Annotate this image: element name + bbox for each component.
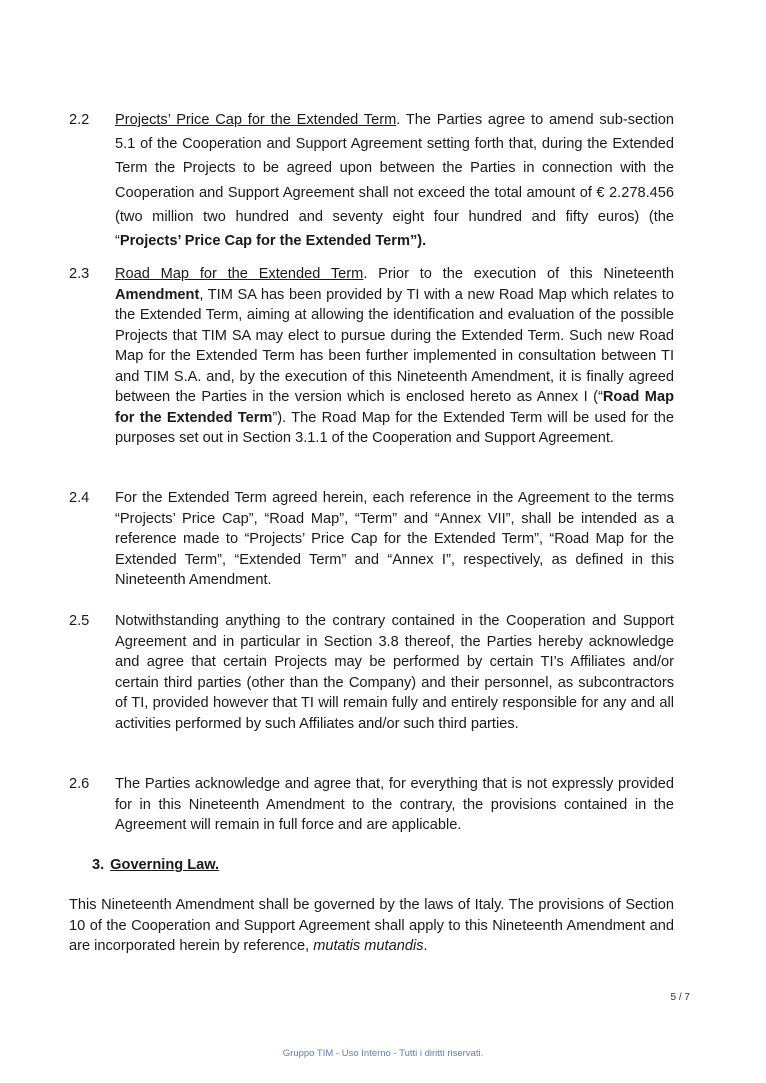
clause-defined-term: Amendment bbox=[115, 286, 200, 303]
section-title: Governing Law. bbox=[110, 857, 220, 873]
clause-body: The Parties acknowledge and agree that, for everything that is not expressly provided for in this Nineteenth Amendment to the contrary, the provisions contained in the Agreement will remain in full force and are applicable. bbox=[115, 776, 674, 833]
clause-body bbox=[115, 108, 674, 253]
governing-law-paragraph: This Nineteenth Amendment shall be governed by the laws of Italy. The provisions of Section 10 of the Cooperation and Support Agreement shall apply to this Nineteenth Amendment and are incorporated herein by reference, mutatis mutandis. bbox=[69, 897, 674, 954]
clause-number: 2.2 bbox=[69, 112, 90, 128]
section-number: 3. bbox=[92, 857, 105, 873]
clause-number: 2.5 bbox=[69, 613, 90, 629]
footer-classification: Gruppo TIM - Uso Interno - Tutti i diritti riservati. bbox=[282, 1048, 484, 1059]
clause-body: Notwithstanding anything to the contrary contained in the Cooperation and Support Agreement and in particular in Section 3.8 thereof, the Parties hereby acknowledge and agree that certain Projects may be performed by certain TI’s Affiliates and/or certain third parties (other than the Company) and their personnel, as subcontractors of TI, provided however that TI will remain fully and entirely responsible for any and all activities performed by such Affiliates and/or such third parties. bbox=[115, 613, 674, 732]
page-number: 5 / 7 bbox=[670, 992, 690, 1003]
latin-phrase: mutatis mutandis bbox=[313, 938, 424, 954]
clause-body: Road Map for the Extended Term. Prior to the execution of this Nineteenth Amendment, TIM SA has been provided by TI with a new Road Map which relates to the Extended Term, aiming at allowing the identification and evaluation of the possible Projects that TIM SA may elect to pursue during the Extended Term. Such new Road Map for the Extended Term has been further implemented in consultation between TI and TIM S.A. and, by the execution of this Nineteenth Amendment, it is finally agreed between the Parties in the version which is enclosed hereto as Annex I (“Road Map for the Extended Term”). The Road Map for the Extended Term will be used for the purposes set out in Section 3.1.1 of the Cooperation and Support Agreement. bbox=[115, 266, 675, 446]
clause-number: 2.3 bbox=[69, 266, 90, 282]
clause-defined-term: Projects’ Price Cap for the Extended Term”). bbox=[119, 233, 427, 250]
clause-body: For the Extended Term agreed herein, each reference in the Agreement to the terms “Projects’ Price Cap”, “Road Map”, “Term” and “Annex VII”, shall be intended as a reference made to “Projects’ Price Cap for the Extended Term”, “Road Map for the Extended Term”, “Extended Term” and “Annex I”, respectively, as defined in this Nineteenth Amendment. bbox=[115, 490, 674, 588]
clause-title: Projects’ Price Cap for the Extended Term bbox=[115, 112, 397, 128]
clause-defined-term: Road Map for the Extended Term bbox=[115, 389, 674, 426]
clause-number: 2.4 bbox=[69, 490, 90, 506]
clause-title: Road Map for the Extended Term bbox=[115, 266, 364, 282]
section-heading bbox=[92, 855, 219, 875]
clause-2-2 bbox=[69, 108, 674, 253]
clause-number: 2.6 bbox=[69, 776, 90, 792]
clause-text: . The Parties agree to amend sub-section 5.1 of the Cooperation and Support Agreement setting forth that, during the Extended Term the Projects to be agreed upon between the Parties in connection with the Cooperation and Support Agreement shall not exceed the total amount of € 2.278.456 (two million two hundred and seventy eight four hundred and fifty euros) (the “ bbox=[115, 112, 675, 250]
clause-2-6 bbox=[69, 774, 674, 836]
clause-2-5 bbox=[69, 611, 674, 734]
clause-2-4 bbox=[69, 488, 674, 591]
clause-2-3 bbox=[69, 264, 674, 449]
